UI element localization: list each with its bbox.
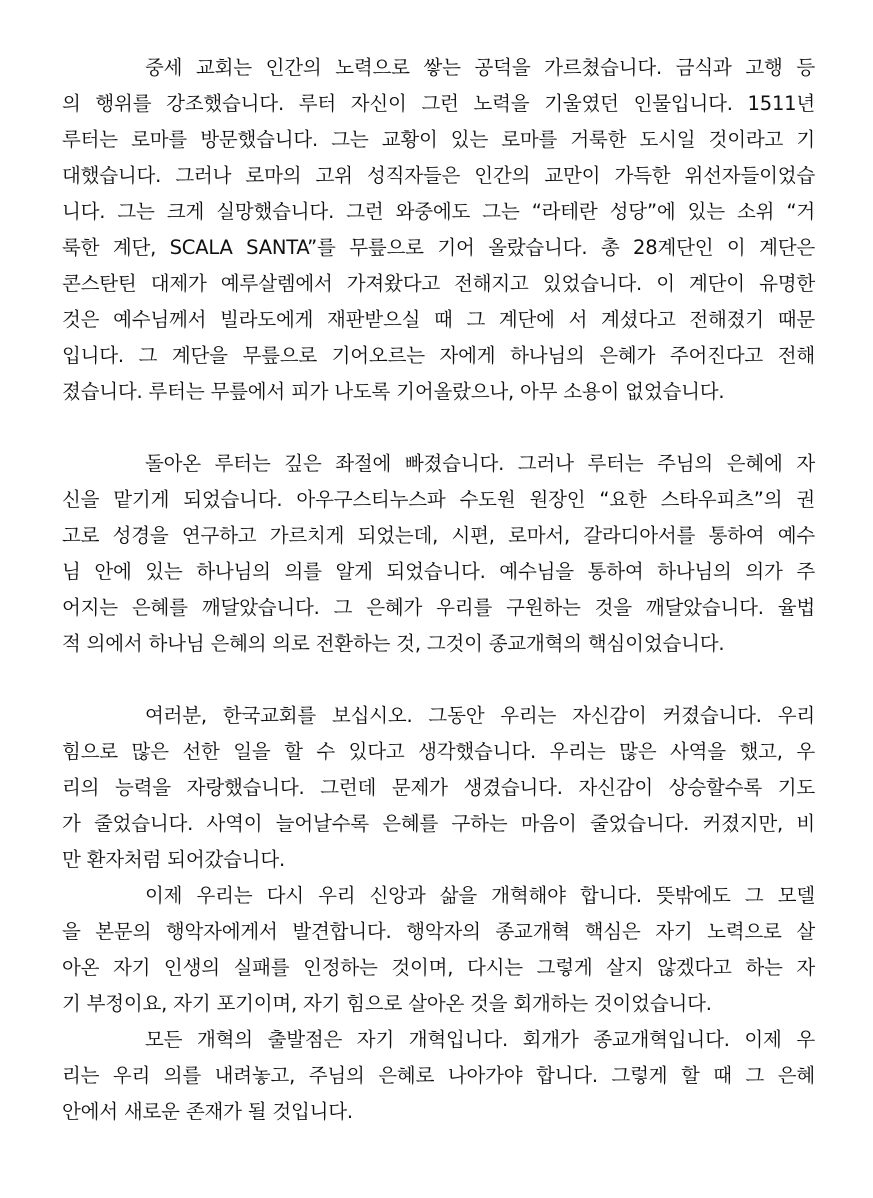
- text-line: 리의 능력을 자랑했습니다. 그런데 문제가 생겼습니다. 자신감이 상승할수록 기도: [62, 776, 815, 799]
- text-line: 리는 우리 의를 내려놓고, 주님의 은혜로 나아가야 합니다. 그렇게 할 때 그 은혜: [62, 1064, 815, 1087]
- text-line: 안에서 새로운 존재가 될 것입니다.: [62, 1100, 353, 1123]
- text-line: 가 줄었습니다. 사역이 늘어날수록 은혜를 구하는 마음이 줄었습니다. 커졌지만, 비: [62, 812, 815, 835]
- text-line: 입니다. 그 계단을 무릎으로 기어오르는 자에게 하나님의 은혜가 주어진다고 전해: [62, 344, 815, 367]
- text-line: 콘스탄틴 대제가 예루살렘에서 가져왔다고 전해지고 있었습니다. 이 계단이 유명한: [62, 272, 815, 295]
- text-line: 모든 개혁의 출발점은 자기 개혁입니다. 회개가 종교개혁입니다. 이제 우: [145, 1028, 815, 1051]
- text-line: 님 안에 있는 하나님의 의를 알게 되었습니다. 예수님을 통하여 하나님의 의가 주: [62, 560, 815, 583]
- text-line: 졌습니다. 루터는 무릎에서 피가 나도록 기어올랐으나, 아무 소용이 없었습니다.: [62, 380, 725, 403]
- text-line: 것은 예수님께서 빌라도에게 재판받으실 때 그 계단에 서 계셨다고 전해졌기 때문: [62, 308, 815, 331]
- text-line: 어지는 은혜를 깨달았습니다. 그 은혜가 우리를 구원하는 것을 깨달았습니다. 율법: [62, 596, 815, 619]
- text-line: 힘으로 많은 선한 일을 할 수 있다고 생각했습니다. 우리는 많은 사역을 했고, 우: [62, 740, 815, 763]
- text-line: 니다. 그는 크게 실망했습니다. 그런 와중에도 그는 “라테란 성당”에 있는 소위 “거: [62, 200, 815, 223]
- text-line: 돌아온 루터는 깊은 좌절에 빠졌습니다. 그러나 루터는 주님의 은혜에 자: [145, 452, 815, 475]
- text-line: 룩한 계단, SCALA SANTA”를 무릎으로 기어 올랐습니다. 총 28계단인 이 계단은: [62, 236, 815, 259]
- text-line: 고로 성경을 연구하고 가르치게 되었는데, 시편, 로마서, 갈라디아서를 통하여 예수: [62, 524, 815, 547]
- text-line: 여러분, 한국교회를 보십시오. 그동안 우리는 자신감이 커졌습니다. 우리: [145, 704, 815, 727]
- text-line: 적 의에서 하나님 은혜의 의로 전환하는 것, 그것이 종교개혁의 핵심이었습니다.: [62, 632, 725, 655]
- text-line: 을 본문의 행악자에게서 발견합니다. 행악자의 종교개혁 핵심은 자기 노력으로 살: [62, 920, 815, 943]
- text-line: 신을 맡기게 되었습니다. 아우구스티누스파 수도원 원장인 “요한 스타우피츠”의 권: [62, 488, 815, 511]
- text-line: 중세 교회는 인간의 노력으로 쌓는 공덕을 가르쳤습니다. 금식과 고행 등: [145, 56, 815, 79]
- text-line: 대했습니다. 그러나 로마의 고위 성직자들은 인간의 교만이 가득한 위선자들이었습: [62, 164, 815, 187]
- text-line: 아온 자기 인생의 실패를 인정하는 것이며, 다시는 그렇게 살지 않겠다고 하는 자: [62, 956, 815, 979]
- text-line: 만 환자처럼 되어갔습니다.: [62, 848, 286, 871]
- text-line: 기 부정이요, 자기 포기이며, 자기 힘으로 살아온 것을 회개하는 것이었습니다.: [62, 992, 712, 1015]
- text-line: 이제 우리는 다시 우리 신앙과 삶을 개혁해야 합니다. 뜻밖에도 그 모델: [145, 884, 815, 907]
- text-line: 의 행위를 강조했습니다. 루터 자신이 그런 노력을 기울였던 인물입니다. 1511년: [62, 92, 815, 115]
- text-line: 루터는 로마를 방문했습니다. 그는 교황이 있는 로마를 거룩한 도시일 것이라고 기: [62, 128, 815, 151]
